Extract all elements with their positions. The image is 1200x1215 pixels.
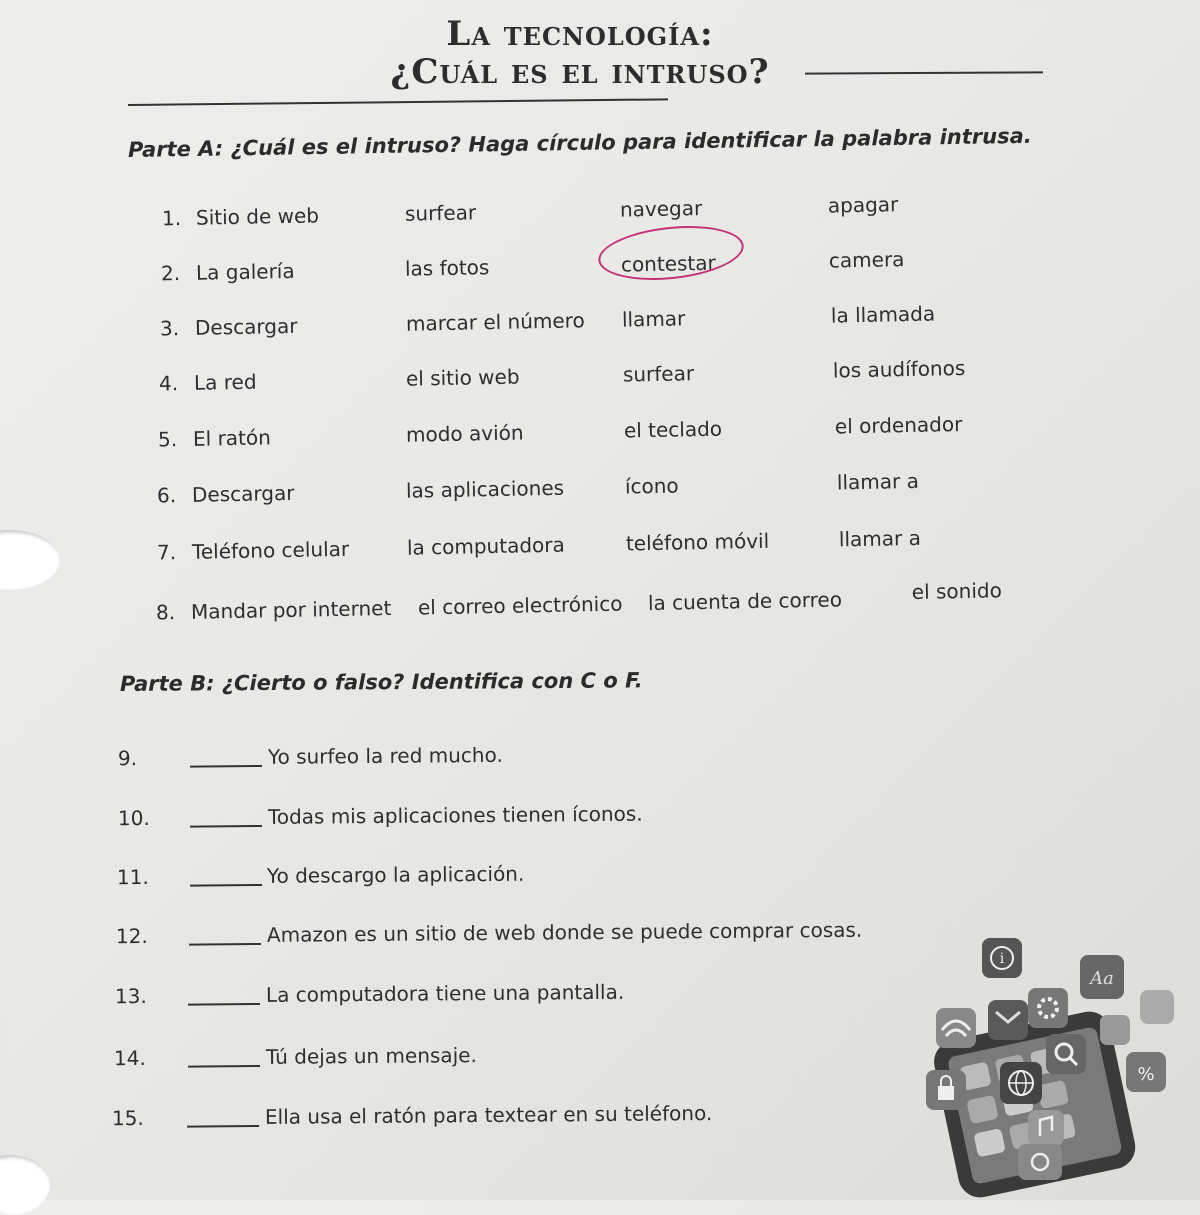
intruder-row: [0, 463, 1200, 516]
binder-hole: [0, 530, 60, 590]
word-option[interactable]: Sitio de web: [195, 203, 320, 230]
word-option[interactable]: Descargar: [194, 313, 298, 340]
word-option[interactable]: el sitio web: [405, 364, 520, 391]
wifi-icon: [936, 1008, 976, 1048]
word-option[interactable]: modo avión: [405, 420, 524, 447]
true-false-item: [0, 856, 1200, 896]
intruder-row: [0, 351, 1200, 404]
lock-icon: [926, 1070, 966, 1110]
word-option[interactable]: Teléfono celular: [191, 536, 350, 564]
word-option[interactable]: camera: [828, 247, 905, 273]
statement-text: Yo descargo la aplicación.: [266, 861, 525, 888]
word-option[interactable]: la cuenta de correo: [647, 587, 843, 616]
word-option[interactable]: llamar a: [838, 525, 922, 552]
info-icon-label: i: [999, 951, 1005, 967]
intruder-row: [0, 520, 1200, 573]
info-icon: [982, 938, 1022, 978]
intruder-row: [0, 186, 1200, 239]
row-number: 7.: [156, 540, 177, 565]
word-option[interactable]: La red: [193, 369, 257, 395]
word-option-circled[interactable]: contestar: [620, 250, 716, 277]
statement-text: Todas mis aplicaciones tienen íconos.: [267, 801, 643, 829]
search-icon: [1046, 1034, 1086, 1074]
worksheet-title-line2: ¿Cuál es el intruso?: [390, 52, 770, 92]
item-number: 14.: [113, 1045, 146, 1071]
item-number: 9.: [117, 746, 138, 771]
intruder-row: [0, 296, 1200, 349]
answer-blank[interactable]: [188, 983, 260, 1006]
statement-text: Yo surfeo la red mucho.: [267, 742, 503, 769]
part-a-heading: Parte A: ¿Cuál es el intruso? Haga círculo para identificar la palabra intrusa.: [127, 123, 1032, 162]
item-number: 12.: [115, 923, 148, 949]
globe-icon: [1000, 1062, 1042, 1104]
answer-blank[interactable]: [189, 923, 261, 946]
row-number: 2.: [160, 261, 181, 286]
percent-icon: [1126, 1052, 1166, 1092]
statement-text: Amazon es un sitio de web donde se puede comprar cosas.: [266, 917, 863, 947]
word-option[interactable]: Mandar por internet: [190, 596, 392, 624]
camera-icon: [1018, 1144, 1062, 1180]
answer-blank[interactable]: [187, 1105, 259, 1128]
word-option[interactable]: La galería: [195, 258, 295, 285]
word-option[interactable]: El ratón: [192, 425, 272, 451]
statement-text: Tú dejas un mensaje.: [265, 1043, 477, 1069]
word-option[interactable]: las fotos: [404, 255, 490, 281]
row-number: 5.: [157, 427, 178, 452]
app-tile: [1100, 1015, 1130, 1045]
app-tile: [1140, 990, 1174, 1024]
item-number: 13.: [114, 983, 147, 1009]
answer-blank[interactable]: [190, 864, 262, 887]
item-number: 15.: [111, 1105, 144, 1131]
word-option[interactable]: navegar: [619, 196, 703, 222]
word-option[interactable]: la computadora: [406, 532, 565, 560]
true-false-item: [0, 797, 1200, 837]
word-option[interactable]: la llamada: [830, 301, 936, 328]
gear-icon: [1028, 988, 1068, 1028]
intruder-row: [0, 407, 1200, 460]
answer-blank[interactable]: [188, 1045, 260, 1068]
title-underline: [128, 98, 668, 106]
item-number: 10.: [117, 805, 150, 831]
word-option[interactable]: el ordenador: [834, 412, 963, 439]
text-icon: [1080, 955, 1124, 999]
music-icon: [1028, 1110, 1064, 1146]
word-option[interactable]: Descargar: [191, 480, 295, 507]
smartphone-apps-illustration: [900, 930, 1200, 1200]
word-option[interactable]: llamar: [621, 306, 686, 332]
word-option[interactable]: apagar: [827, 192, 899, 218]
binder-hole: [0, 1155, 50, 1215]
row-number: 3.: [159, 316, 180, 341]
row-number: 4.: [158, 371, 179, 396]
word-option[interactable]: el teclado: [623, 416, 723, 443]
percent-icon-label: %: [1137, 1064, 1155, 1085]
intruder-row: [0, 241, 1200, 294]
word-option[interactable]: teléfono móvil: [625, 528, 770, 556]
word-option[interactable]: marcar el número: [405, 308, 585, 336]
part-b-heading: Parte B: ¿Cierto o falso? Identifica con C o F.: [119, 668, 643, 696]
worksheet-title-line1: La tecnología:: [446, 14, 714, 54]
word-option[interactable]: el sonido: [911, 578, 1003, 605]
word-option[interactable]: los audífonos: [832, 355, 966, 383]
answer-blank[interactable]: [190, 745, 262, 768]
word-option[interactable]: las aplicaciones: [405, 475, 565, 503]
row-number: 8.: [155, 600, 176, 625]
word-option[interactable]: llamar a: [836, 468, 920, 495]
statement-text: La computadora tiene una pantalla.: [265, 979, 625, 1007]
word-option[interactable]: surfear: [622, 361, 695, 387]
word-option[interactable]: ícono: [624, 473, 679, 499]
word-option[interactable]: surfear: [404, 200, 477, 226]
true-false-item: [0, 737, 1200, 777]
text-icon-label: Aa: [1090, 968, 1114, 989]
row-number: 1.: [161, 206, 182, 231]
answer-blank[interactable]: [190, 805, 262, 828]
word-option[interactable]: el correo electrónico: [417, 591, 623, 620]
row-number: 6.: [156, 483, 177, 508]
mail-icon: [988, 1000, 1028, 1040]
statement-text: Ella usa el ratón para textear en su teléfono.: [264, 1101, 713, 1129]
intruder-row: [0, 580, 1200, 633]
item-number: 11.: [116, 864, 149, 890]
